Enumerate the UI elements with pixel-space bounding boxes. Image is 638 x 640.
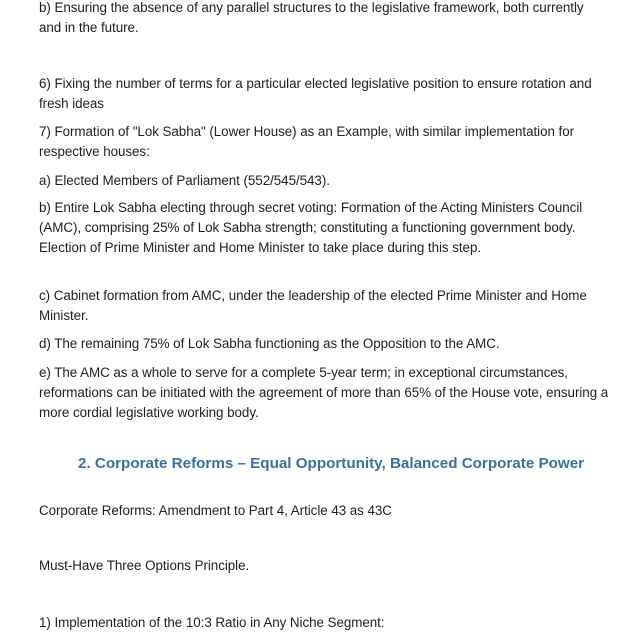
- paragraph-three-options: Must-Have Three Options Principle.: [39, 558, 250, 573]
- paragraph-opposition: d) The remaining 75% of Lok Sabha functioning as the Opposition to the AMC.: [39, 336, 500, 351]
- paragraph-elected-members: a) Elected Members of Parliament (552/545/543).: [39, 173, 330, 188]
- paragraph-ratio-implementation: 1) Implementation of the 10:3 Ratio in Any Niche Segment:: [39, 615, 385, 630]
- paragraph-parallel-structures: b) Ensuring the absence of any parallel structures to the legislative framework, both currently and in the future.: [39, 0, 584, 35]
- paragraph-cabinet-formation: c) Cabinet formation from AMC, under the leadership of the elected Prime Minister and Home Minister.: [39, 288, 587, 323]
- section-heading-corporate-reforms: 2. Corporate Reforms – Equal Opportunity, Balanced Corporate Power: [78, 455, 585, 472]
- paragraph-term-limits: 6) Fixing the number of terms for a particular elected legislative position to ensure rotation and fresh ideas: [39, 76, 592, 111]
- paragraph-lok-sabha-formation: 7) Formation of "Lok Sabha" (Lower House) as an Example, with similar implementation for respective houses:: [39, 124, 575, 159]
- paragraph-corporate-amendment: Corporate Reforms: Amendment to Part 4, Article 43 as 43C: [39, 503, 392, 518]
- paragraph-amc-term: e) The AMC as a whole to serve for a complete 5-year term; in exceptional circumstances, reformations can be initiated with the agreement of more than 65% of the House vote, ensuring a more cordial legislative working body.: [39, 365, 609, 420]
- paragraph-amc-formation: b) Entire Lok Sabha electing through secret voting: Formation of the Acting Ministers Council (AMC), comprising 25% of Lok Sabha strength; constituting a functioning government body. Election of Prime Minister and Home Minister to take place during this step.: [39, 200, 583, 255]
